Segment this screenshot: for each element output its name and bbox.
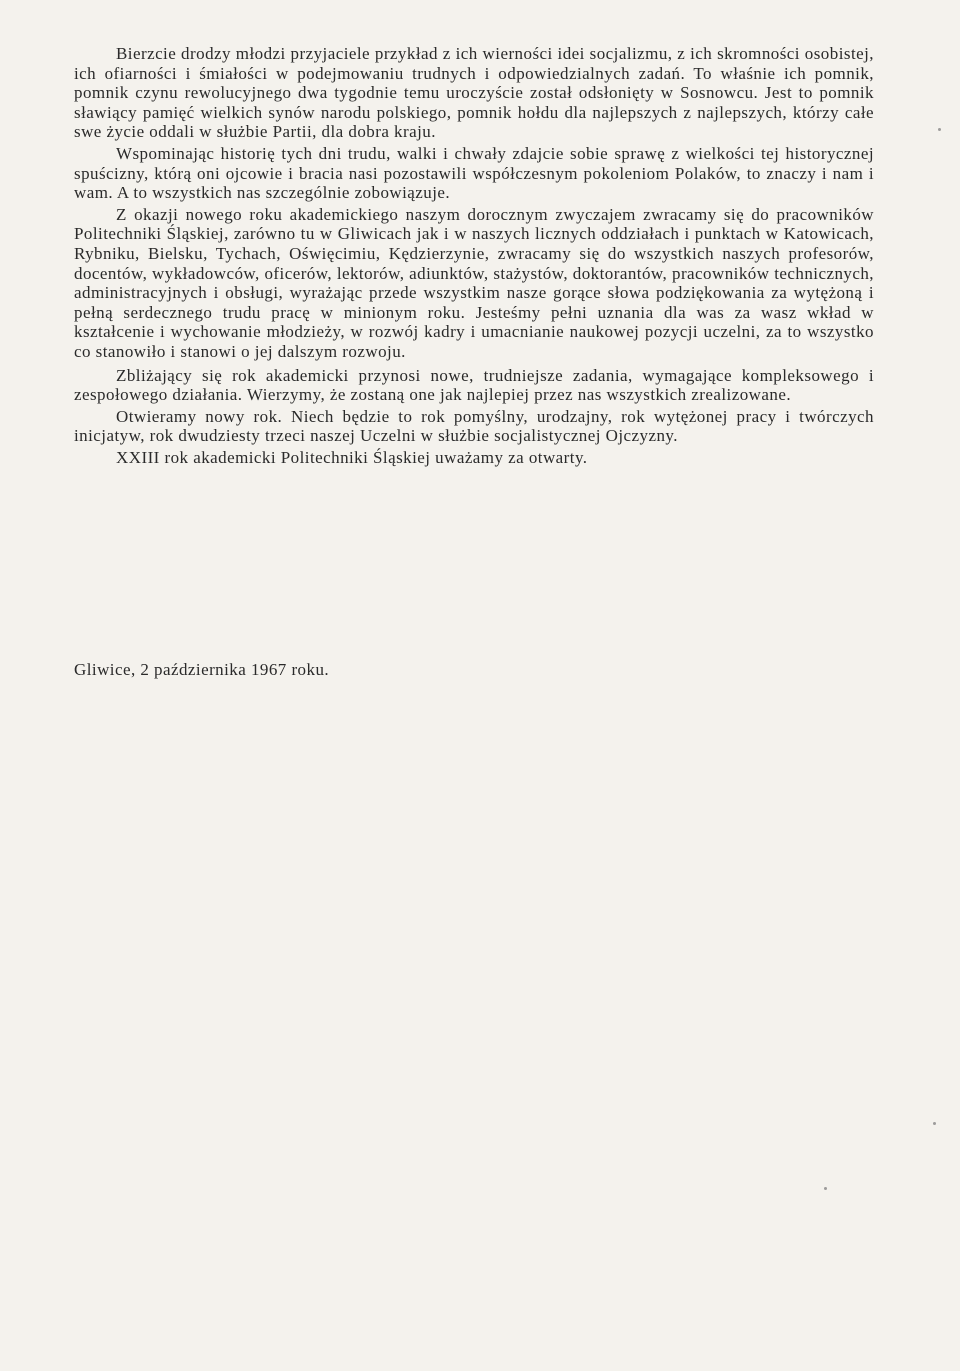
body-text bbox=[74, 44, 874, 467]
place-date-line: Gliwice, 2 października 1967 roku. bbox=[74, 660, 330, 679]
paper-speck bbox=[933, 1122, 936, 1125]
paper-speck bbox=[824, 1187, 827, 1190]
paragraph-2: Wspominając historię tych dni trudu, walki i chwały zdajcie sobie sprawę z wielkości tej historycznej spuścizny, którą oni ojcowie i bracia nasi pozostawili współczesnym pokoleniom Polaków, to znaczy i nam i wam. A to wszystkich nas szczególnie zobowiązuje. bbox=[74, 143, 874, 203]
paragraph-5: Otwieramy nowy rok. Niech będzie to rok pomyślny, urodzajny, rok wytężonej pracy i twórczych inicjatyw, rok dwudziesty trzeci naszej Uczelni w służbie socjalistycznej Ojczyzny. bbox=[74, 406, 874, 446]
paper-speck bbox=[938, 128, 941, 131]
paragraph-4: Zbliżający się rok akademicki przynosi nowe, trudniejsze zadania, wymagające kompleksowego i zespołowego działania. Wierzymy, że zostaną one jak najlepiej przez nas wszystkich zrealizowane. bbox=[74, 365, 874, 405]
paragraph-6: XXIII rok akademicki Politechniki Śląskiej uważamy za otwarty. bbox=[116, 447, 588, 467]
paragraph-1: Bierzcie drodzy młodzi przyjaciele przykład z ich wierności idei socjalizmu, z ich skromności osobistej, ich ofiarności i śmiałości w podejmowaniu trudnych i odpowiedzialnych zadań. To właśnie ich pomnik, pomnik czynu rewolucyjnego dwa tygodnie temu uroczyście został odsłonięty w Sosnowcu. Jest to pomnik sławiący pamięć wielkich synów narodu polskiego, pomnik hołdu dla najlepszych z najlepszych, którzy całe swe życie oddali w służbie Partii, dla dobra kraju. bbox=[74, 44, 874, 142]
paragraph-3: Z okazji nowego roku akademickiego naszym dorocznym zwyczajem zwracamy się do pracowników Politechniki Śląskiej, zarówno tu w Gliwicach jak i w naszych licznych oddziałach i punktach w Katowicach, Rybniku, Bielsku, Tychach, Oświęcimiu, Kędzierzynie, zwracamy się do wszystkich naszych profesorów, docentów, wykładowców, oficerów, lektorów, adiunktów, stażystów, doktorantów, pracowników technicznych, administracyjnych i obsługi, wyrażając przede wszystkim nasze gorące słowa podziękowania za wytężoną i pełną serdecznego trudu pracę w minionym roku. Jesteśmy pełni uznania dla was za wasz wkład w kształcenie i wychowanie młodzieży, w rozwój kadry i umacnianie naukowej pozycji uczelni, za to wszystko co stanowiło i stanowi o jej dalszym rozwoju. bbox=[74, 204, 874, 361]
